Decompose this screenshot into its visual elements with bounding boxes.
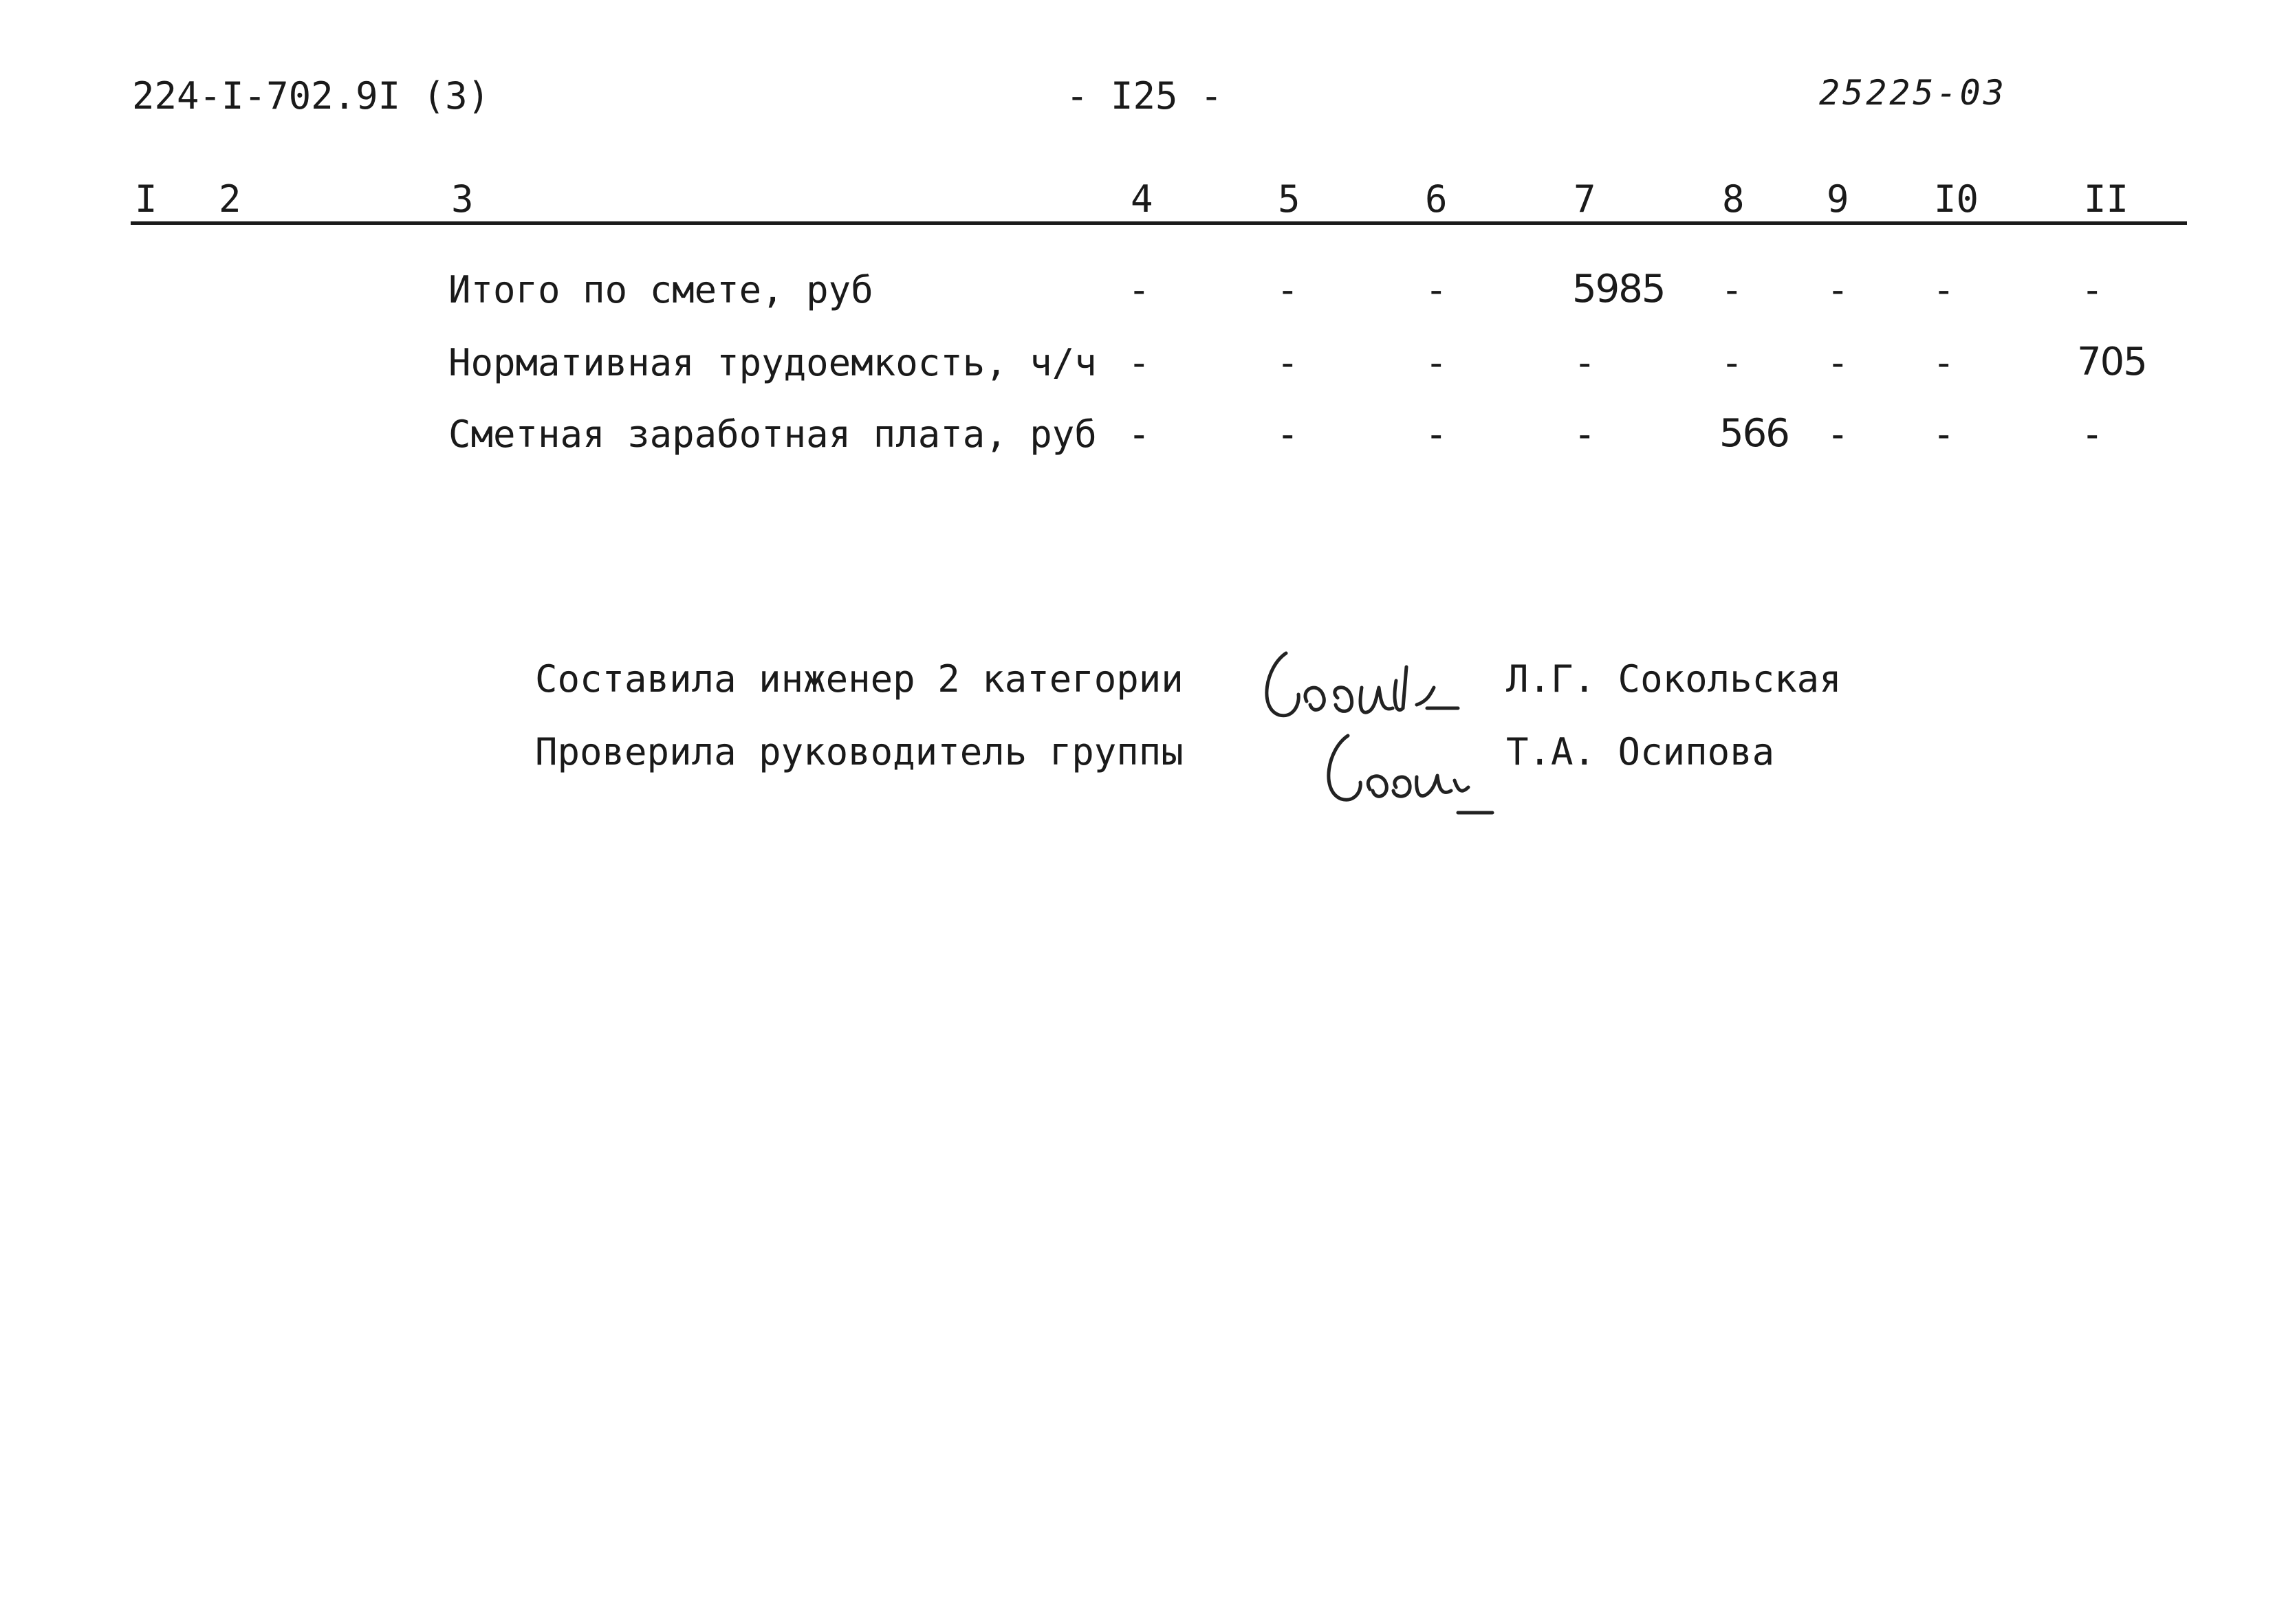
- table-cell: -: [1827, 413, 1849, 456]
- table-cell: -: [1933, 341, 1955, 384]
- table-cell: -: [1827, 341, 1849, 384]
- column-number: 2: [219, 177, 241, 221]
- archive-number: 25225-03: [1819, 73, 2007, 113]
- table-cell: -: [1933, 413, 1955, 456]
- handwritten-signature-icon: [1259, 639, 1465, 729]
- table-cell: -: [1827, 268, 1849, 311]
- column-number: 4: [1131, 177, 1153, 221]
- table-cell: -: [1128, 268, 1151, 311]
- compiled-by-role: Составила инженер 2 категории: [535, 657, 1184, 701]
- column-number: 9: [1827, 177, 1849, 221]
- column-number: 5: [1278, 177, 1300, 221]
- table-cell: 705: [2077, 340, 2146, 384]
- document-code: 224-I-702.9I (3): [132, 74, 490, 118]
- table-cell: -: [1276, 268, 1299, 311]
- row-label: Итого по смете, руб: [448, 268, 873, 311]
- checked-by-role: Проверила руководитель группы: [535, 730, 1184, 773]
- table-cell: -: [1933, 268, 1955, 311]
- table-cell: -: [1128, 341, 1151, 384]
- table-cell: -: [1574, 413, 1596, 456]
- table-cell: 5985: [1572, 267, 1665, 311]
- column-number: I0: [1934, 177, 1979, 221]
- compiled-by-name: Л.Г. Сокольская: [1506, 657, 1842, 701]
- page-number: - I25 -: [1066, 74, 1223, 118]
- column-number: II: [2084, 177, 2129, 221]
- header-rule: [131, 221, 2187, 225]
- table-cell: -: [1276, 413, 1299, 456]
- row-label: Нормативная трудоемкость, ч/ч: [448, 341, 1097, 384]
- table-cell: -: [1425, 413, 1448, 456]
- column-number: 3: [451, 177, 474, 221]
- table-cell: 566: [1719, 411, 1789, 456]
- checked-by-name: Т.А. Осипова: [1506, 730, 1775, 773]
- table-cell: -: [1128, 413, 1151, 456]
- table-cell: -: [1425, 268, 1448, 311]
- column-number: 8: [1722, 177, 1745, 221]
- table-cell: -: [2081, 413, 2104, 456]
- table-cell: -: [1574, 341, 1596, 384]
- handwritten-signature-icon: [1320, 722, 1499, 818]
- column-number: I: [135, 177, 157, 221]
- table-cell: -: [1425, 341, 1448, 384]
- column-number: 6: [1425, 177, 1448, 221]
- table-cell: -: [1721, 341, 1743, 384]
- table-cell: -: [1276, 341, 1299, 384]
- row-label: Сметная заработная плата, руб: [448, 413, 1097, 456]
- column-number: 7: [1574, 177, 1596, 221]
- table-cell: -: [2081, 268, 2104, 311]
- table-cell: -: [1721, 268, 1743, 311]
